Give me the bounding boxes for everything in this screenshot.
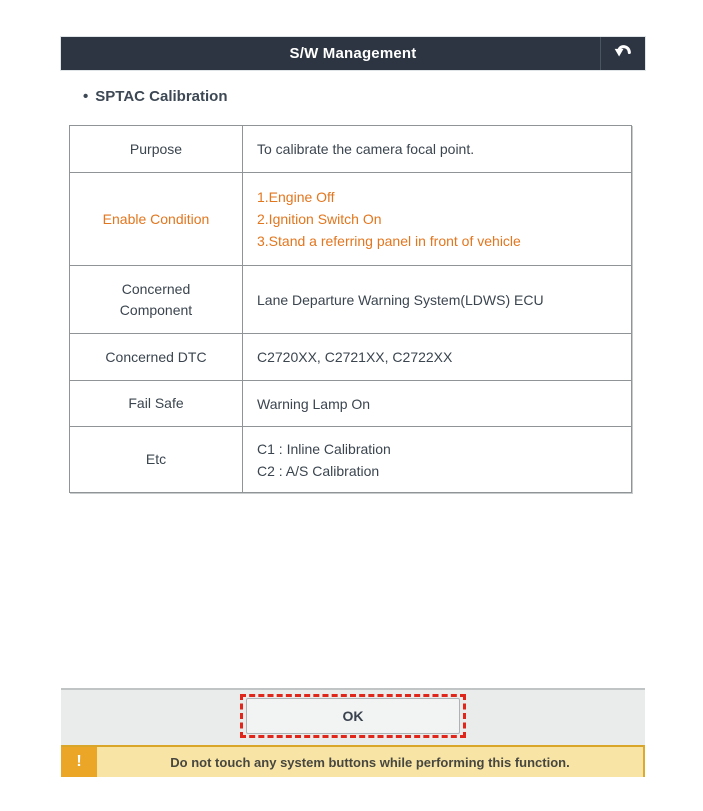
- warning-bar: [61, 745, 645, 777]
- row-value-concerned-component: Lane Departure Warning System(LDWS) ECU: [243, 266, 632, 334]
- row-label-enable-condition: Enable Condition: [70, 173, 243, 266]
- row-value-etc: C1 : Inline Calibration C2 : A/S Calibration: [243, 427, 632, 493]
- row-value-enable-condition: 1.Engine Off 2.Ignition Switch On 3.Stand a referring panel in front of vehicle: [243, 173, 632, 266]
- ok-button-annotation: [240, 694, 466, 738]
- section-heading-label: SPTAC Calibration: [95, 88, 228, 105]
- row-label-concerned-dtc: Concerned DTC: [70, 334, 243, 381]
- action-bar: [61, 688, 645, 745]
- table-row: [70, 381, 632, 427]
- table-row: [70, 427, 632, 493]
- row-label-fail-safe: Fail Safe: [70, 381, 243, 427]
- ok-button[interactable]: OK: [246, 698, 460, 734]
- row-value-fail-safe: Warning Lamp On: [243, 381, 632, 427]
- bullet-icon: •: [83, 88, 89, 105]
- return-button[interactable]: [600, 37, 645, 70]
- row-label-concerned-component: Concerned Component: [70, 266, 243, 334]
- row-value-concerned-dtc: C2720XX, C2721XX, C2722XX: [243, 334, 632, 381]
- row-label-etc: Etc: [70, 427, 243, 493]
- row-value-purpose: To calibrate the camera focal point.: [243, 126, 632, 173]
- table-row: [70, 334, 632, 381]
- calibration-info-table: [69, 125, 632, 493]
- title-bar: [61, 37, 645, 70]
- warning-message: Do not touch any system buttons while performing this function.: [170, 754, 570, 770]
- section-heading: [83, 88, 228, 105]
- row-label-purpose: Purpose: [70, 126, 243, 173]
- exclamation-icon: !: [61, 747, 97, 777]
- table-row: [70, 126, 632, 173]
- table-row: [70, 173, 632, 266]
- table-row: [70, 266, 632, 334]
- return-arrow-icon: [612, 40, 635, 68]
- page-title: S/W Management: [289, 45, 417, 62]
